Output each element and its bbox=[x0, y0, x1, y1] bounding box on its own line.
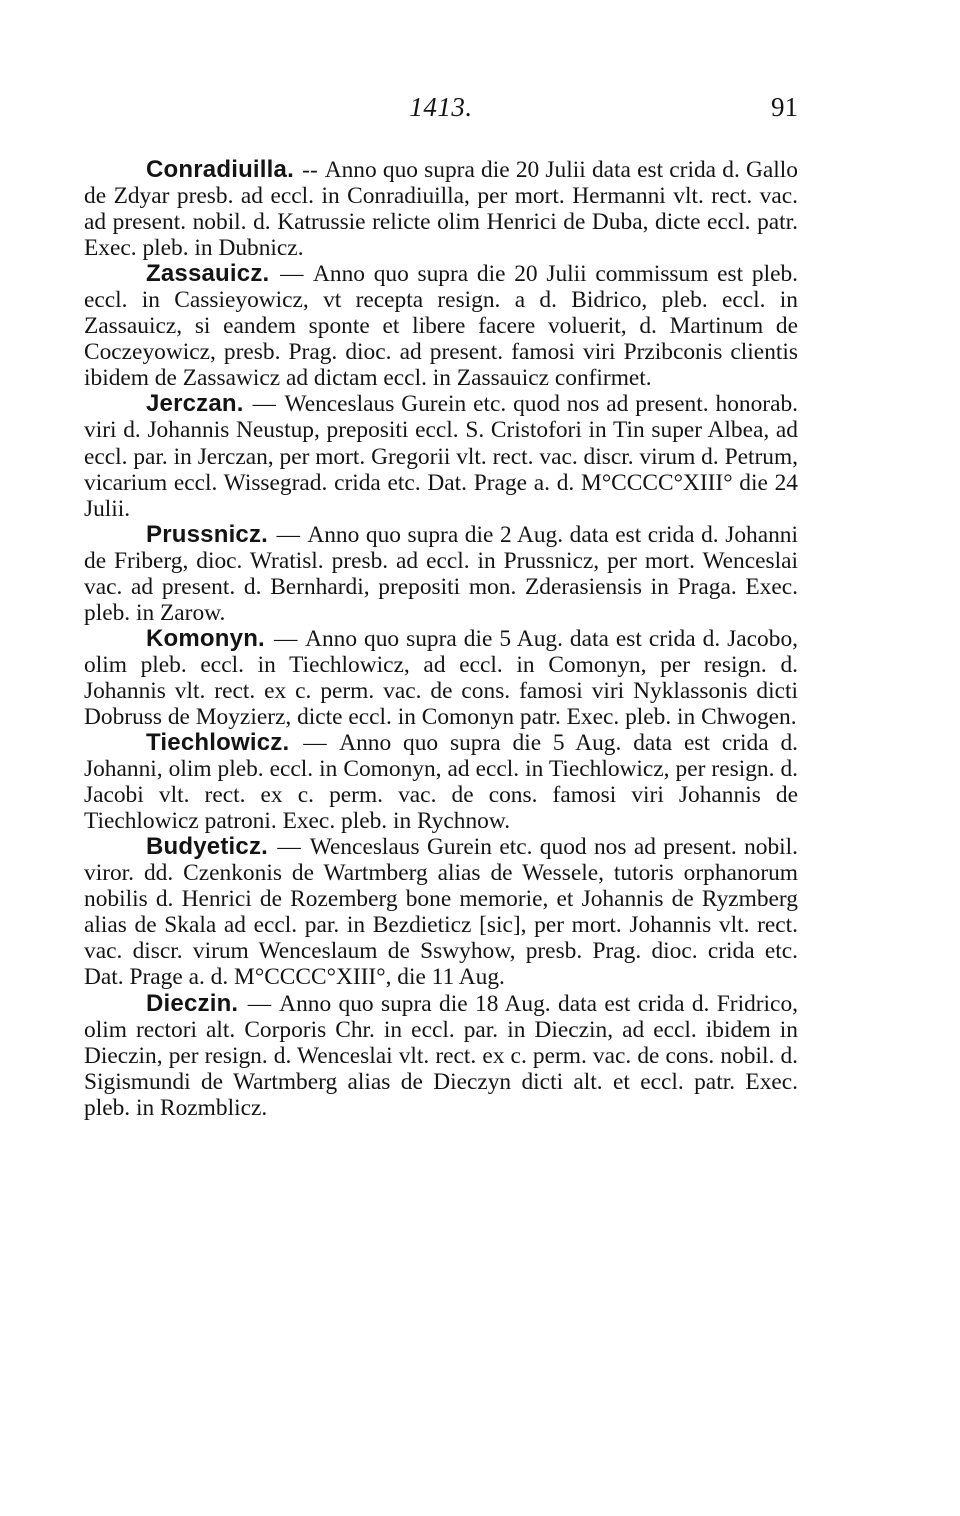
entry-separator: — bbox=[303, 730, 327, 757]
entry-komonyn bbox=[84, 626, 798, 730]
place-name: Budyeticz. bbox=[146, 833, 269, 861]
register-entries bbox=[84, 157, 798, 1121]
entry-text: Wenceslaus Gurein etc. quod nos ad present. nobil. viror. dd. Czenkonis de Wartmberg alias de Wessele, tutoris orphanorum nobilis d. Henrici de Rozemberg bone memorie, et Johannis de Ryzmberg alias de Skala ad eccl. par. in Bezdieticz [sic], per mort. Johannis vlt. rect. vac. discr. virum Wenceslaum de Sswyhow, presb. Prag. dioc. crida etc. Dat. Prage a. d. M°CCCC°XIII°, die 11 Aug. bbox=[84, 834, 798, 991]
page-year-heading: 1413. bbox=[409, 92, 473, 122]
entry-dieczin bbox=[84, 991, 798, 1121]
place-name: Conradiuilla. bbox=[146, 156, 294, 183]
entry-text: Anno quo supra die 5 Aug. data est crida d. Jacobo, olim pleb. eccl. in Tiechlowicz, ad eccl. in Comonyn, per resign. d. Johannis vlt. rect. ex c. perm. vac. de cons. famosi viri Nyklassonis dicti Dobruss de Moyzierz, dicte eccl. in Comonyn patr. Exec. pleb. in Chwogen. bbox=[84, 625, 798, 730]
entry-prussnicz bbox=[84, 522, 798, 626]
place-name: Komonyn. bbox=[146, 624, 265, 652]
entry-zassauicz bbox=[84, 261, 798, 391]
place-name: Dieczin. bbox=[146, 989, 239, 1017]
entry-separator: -- bbox=[302, 157, 318, 183]
entry-separator: — bbox=[280, 261, 304, 288]
entry-separator: — bbox=[276, 521, 301, 548]
entry-text: Anno quo supra die 20 Julii data est crida d. Gallo de Zdyar presb. ad eccl. in Conradiuilla, per mort. Hermanni vlt. rect. vac. ad present. nobil. d. Katrussie relicte olim Henrici de Duba, dicte eccl. patr. Exec. pleb. in Dubnicz. bbox=[84, 157, 798, 262]
entry-separator: — bbox=[247, 990, 272, 1017]
running-header bbox=[84, 92, 798, 128]
entry-text: Wenceslaus Gurein etc. quod nos ad present. honorab. viri d. Johannis Neustup, prepositi eccl. S. Cristofori in Tin super Albea, ad eccl. par. in Jerczan, per mort. Gregorii vlt. rect. vac. discr. virum d. Petrum, vicarium eccl. Wissegrad. crida etc. Dat. Prage a. d. M°CCCC°XIII° die 24 Julii. bbox=[84, 391, 798, 522]
place-name: Prussnicz. bbox=[146, 520, 269, 548]
entry-budyeticz bbox=[84, 834, 798, 990]
entry-text: Anno quo supra die 20 Julii commissum est pleb. eccl. in Cassieyowicz, vt recepta resign. a d. Bidrico, pleb. eccl. in Zassauicz, si eandem sponte et libere facere voluerit, d. Martinum de Coczeyowicz, presb. Prag. dioc. ad present. famosi viri Przibconis clientis ibidem de Zassawicz ad dictam eccl. in Zassauicz confirmet. bbox=[84, 261, 798, 392]
entry-text: Anno quo supra die 5 Aug. data est crida d. Johanni, olim pleb. eccl. in Comonyn, ad eccl. in Tiechlowicz, per resign. d. Jacobi vlt. rect. ex c. perm. vac. de cons. famosi viri Johannis de Tiechlowicz patroni. Exec. pleb. in Rychnow. bbox=[84, 730, 799, 835]
entry-conradiuilla bbox=[84, 157, 798, 261]
entry-text: Anno quo supra die 18 Aug. data est crida d. Fridrico, olim rectori alt. Corporis Chr. in eccl. par. in Dieczin, ad eccl. ibidem in Dieczin, per resign. d. Wenceslai vlt. rect. ex c. perm. vac. de cons. nobil. d. Sigismundi de Wartmberg alias de Dieczyn dicti alt. et eccl. patr. Exec. pleb. in Rozmblicz. bbox=[84, 990, 798, 1121]
entry-text: Anno quo supra die 2 Aug. data est crida d. Johanni de Friberg, dioc. Wratisl. presb. ad eccl. in Prussnicz, per mort. Wenceslai vac. ad present. d. Bernhardi, prepositi mon. Zderasiensis in Praga. Exec. pleb. in Zarow. bbox=[84, 521, 798, 626]
place-name: Jerczan. bbox=[146, 390, 244, 418]
entry-separator: — bbox=[252, 391, 276, 418]
place-name: Tiechlowicz. bbox=[146, 729, 290, 757]
entry-jerczan bbox=[84, 391, 798, 521]
entry-separator: — bbox=[273, 625, 298, 652]
entry-tiechlowicz bbox=[84, 730, 798, 834]
entry-separator: — bbox=[277, 834, 301, 861]
place-name: Zassauicz. bbox=[146, 260, 270, 288]
page-number: 91 bbox=[771, 92, 798, 122]
